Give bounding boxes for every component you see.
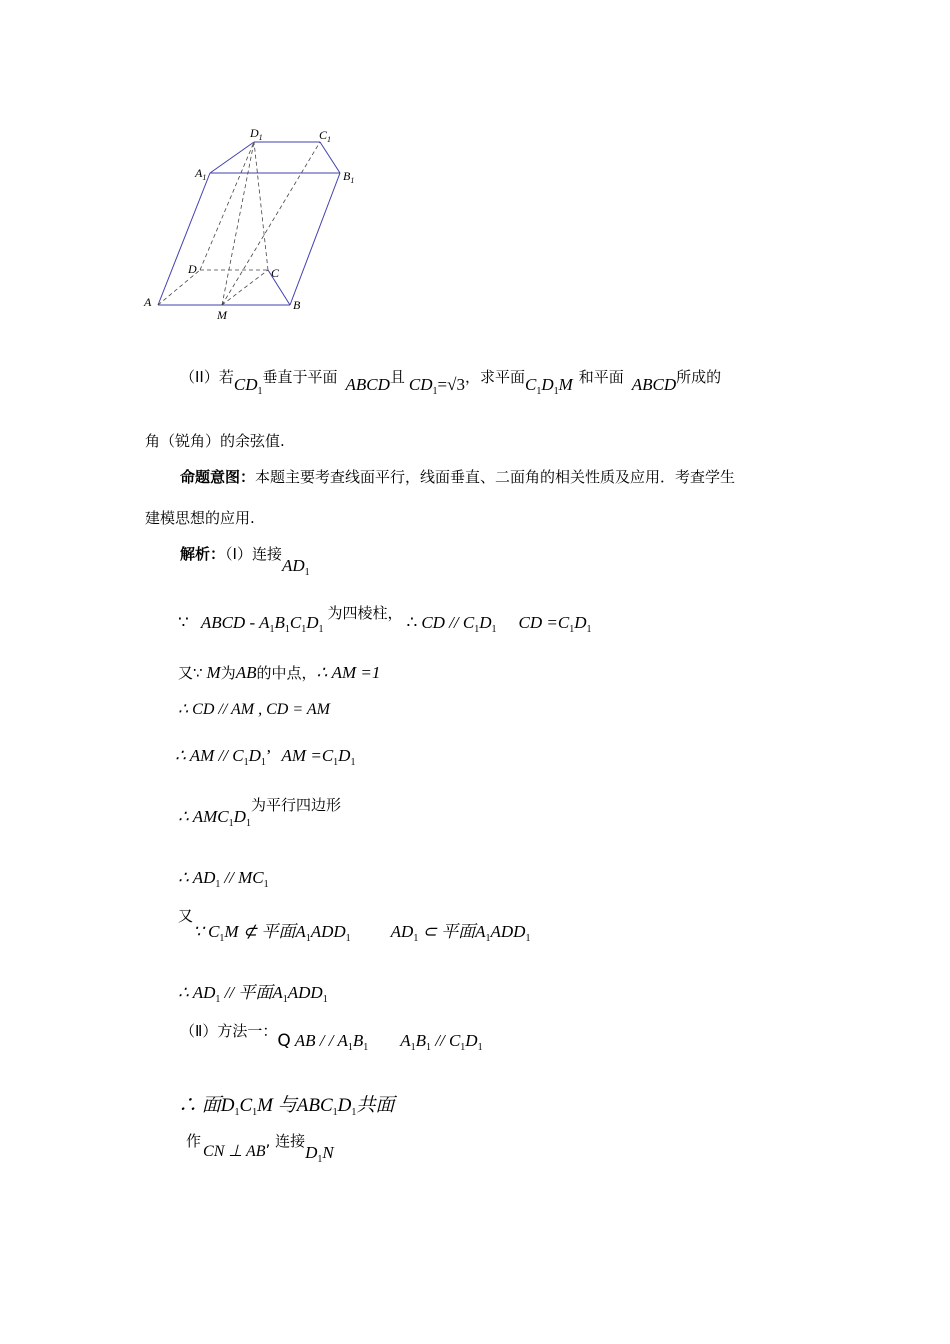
edge-m-d1 [222, 142, 254, 305]
solution-part2-line2: ∴ 面$D_1C_1M$ 与$ABC_1D_1$共面 [178, 1095, 395, 1118]
solution-line1: ∵ ABCD - $A_1B_1C_1D_1$ 为四棱柱， ∴ CD // $C_1D_1$ CD $=C_1D_1$ [178, 604, 592, 635]
edge-m-c1 [222, 142, 320, 305]
label-b: B [293, 298, 301, 312]
label-a1: $A_1$ [195, 166, 207, 182]
edge-m-c [222, 270, 268, 305]
label-a: A [144, 295, 152, 309]
solution-part2-line3: 作CN ⊥ AB, 连接$D_1N$ [186, 1132, 334, 1165]
problem2-line1: （II）若$CD_1$垂直于平面 ABCD且 $CD_1=√3$，求平面$C_1D_1M$ 和平面 ABCD所成的 [180, 368, 722, 397]
solution-line3: ∴ CD // AM , CD = AM [178, 701, 330, 718]
solution-line7: 又∵ $C_1M$ ⊄ 平面$A_1ADD_1$ $AD_1$ ⊂ 平面$A_1ADD_1$ [178, 907, 531, 944]
edge-c1-b1 [320, 142, 340, 173]
solution-line2: 又∵ M为AB的中点，∴ AM =1 [178, 663, 381, 682]
edge-c-d1 [254, 142, 268, 270]
intent-line2: 建模思想的应用. [145, 509, 255, 527]
label-c: C [271, 266, 280, 280]
solution-line5: ∴ $AMC_1D_1$为平行四边形 [178, 796, 341, 829]
label-c1: $C_1$ [319, 128, 332, 144]
intent-line1: 命题意图：本题主要考查线面平行，线面垂直、二面角的相关性质及应用．考查学生 [180, 468, 736, 486]
label-m: M [217, 308, 227, 322]
label-d1: $D_1$ [250, 126, 263, 142]
solution-part2-line1: （Ⅱ）方法一：Q AB / / $A_1B_1$ $A_1B_1 // C_1D_1$ [180, 1022, 483, 1053]
solution-intro: 解析：（Ⅰ）连接$AD_1$ [180, 545, 310, 578]
solution-line4: ∴ AM // $C_1D_1$’ AM $=C_1D_1$ [175, 746, 356, 768]
solution-line6: ∴ $AD_1 // MC_1$ [178, 868, 269, 890]
label-b1: $B_1$ [343, 169, 355, 185]
prism-figure [140, 125, 380, 325]
edge-b-b1 [290, 173, 340, 305]
problem2-line2: 角（锐角）的余弦值. [145, 432, 285, 450]
solution-line8: ∴ $AD_1$ // 平面$A_1ADD_1$ [178, 983, 328, 1005]
label-d: D [188, 262, 197, 276]
edge-a-a1 [158, 173, 210, 305]
